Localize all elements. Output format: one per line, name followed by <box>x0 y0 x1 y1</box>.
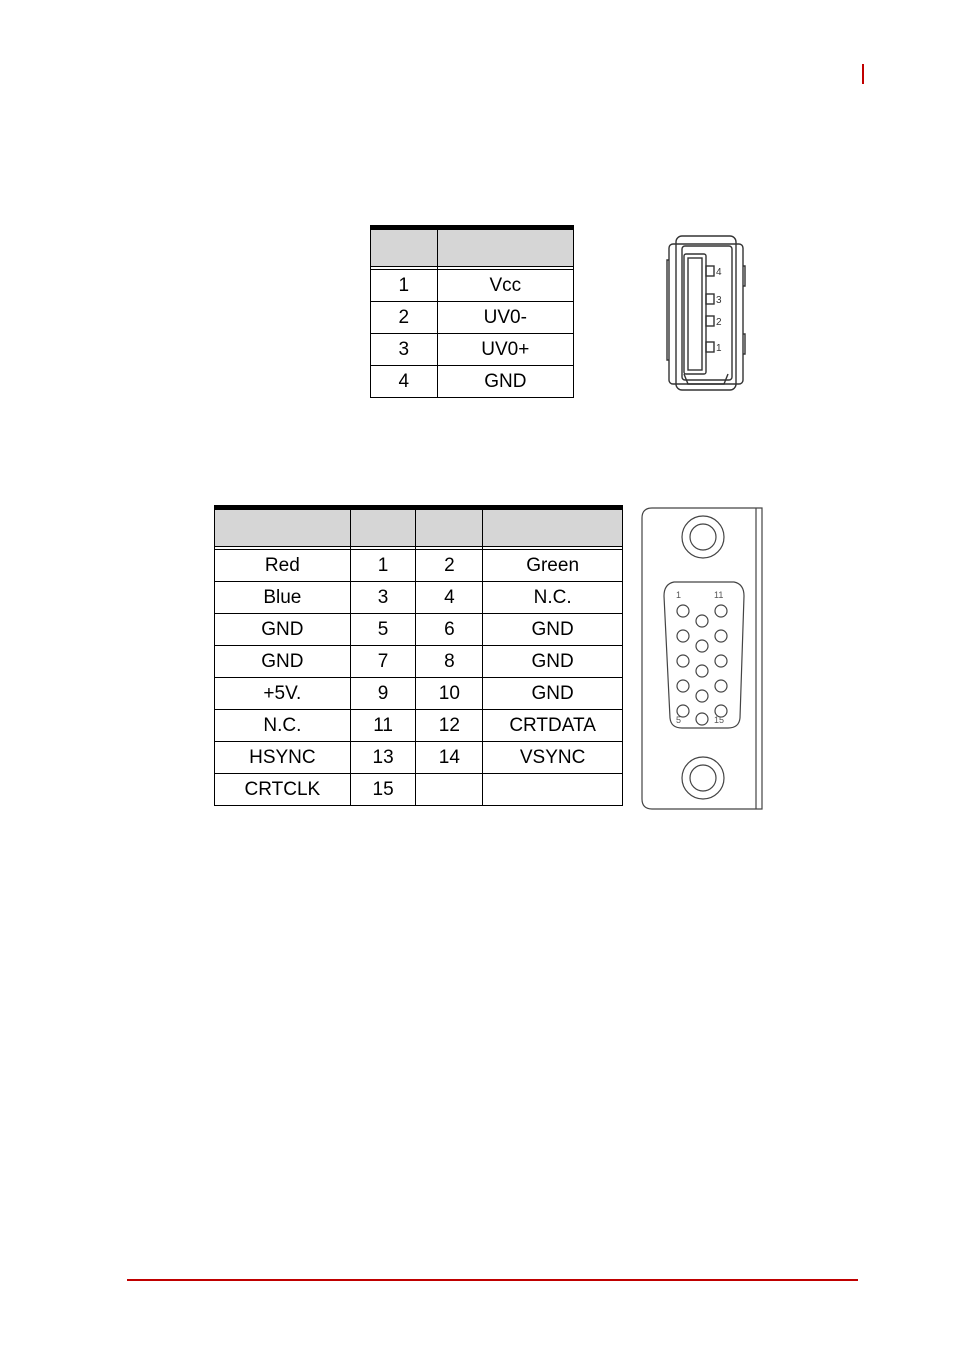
table-row <box>371 334 574 366</box>
vga-connector-figure <box>640 506 764 811</box>
usb-header-signal-cell <box>437 230 573 267</box>
vga-pin-right: 4 <box>416 582 483 614</box>
table-row <box>215 582 623 614</box>
vga-pin-left: 7 <box>350 646 416 678</box>
usb-figure-pin-label: 4 <box>716 267 722 278</box>
vga-signal-left: Red <box>215 550 351 582</box>
usb-connector-drawing <box>666 230 766 396</box>
usb-pin-number: 2 <box>371 302 438 334</box>
vga-signal-right: Green <box>483 550 623 582</box>
table-row <box>215 614 623 646</box>
table-row <box>215 550 623 582</box>
vga-pin-left: 11 <box>350 710 416 742</box>
usb-pin-number: 1 <box>371 270 438 302</box>
vga-signal-right: GND <box>483 646 623 678</box>
table-row <box>371 270 574 302</box>
vga-signal-right: N.C. <box>483 582 623 614</box>
table-row <box>215 710 623 742</box>
vga-table-header-row <box>215 510 623 547</box>
usb-table-header-row <box>371 230 574 267</box>
vga-signal-left: CRTCLK <box>215 774 351 806</box>
vga-pin-left: 3 <box>350 582 416 614</box>
usb-figure-pin-label: 2 <box>716 317 722 328</box>
vga-signal-right: CRTDATA <box>483 710 623 742</box>
vga-pin-left: 5 <box>350 614 416 646</box>
vga-figure-pin-label: 5 <box>676 715 682 725</box>
vga-header-cell <box>215 510 351 547</box>
vga-signal-left: +5V. <box>215 678 351 710</box>
vga-signal-left: N.C. <box>215 710 351 742</box>
footer-rule <box>127 1279 858 1281</box>
vga-pin-right: 14 <box>416 742 483 774</box>
usb-signal: UV0- <box>437 302 573 334</box>
vga-pin-right: 12 <box>416 710 483 742</box>
vga-figure-pin-label: 1 <box>676 590 682 600</box>
usb-figure-pin-label: 1 <box>716 343 722 354</box>
vga-header-cell <box>416 510 483 547</box>
vga-pin-left: 15 <box>350 774 416 806</box>
usb-header-pin-cell <box>371 230 438 267</box>
table-row <box>371 302 574 334</box>
usb-figure-pin-label: 3 <box>716 295 722 306</box>
vga-signal-left: Blue <box>215 582 351 614</box>
vga-pin-right: 6 <box>416 614 483 646</box>
vga-signal-right: GND <box>483 678 623 710</box>
table-row <box>215 678 623 710</box>
vga-signal-left: HSYNC <box>215 742 351 774</box>
table-row <box>215 646 623 678</box>
vga-header-cell <box>350 510 416 547</box>
vga-signal-left: GND <box>215 614 351 646</box>
vga-connector-drawing <box>640 506 764 811</box>
vga-signal-left: GND <box>215 646 351 678</box>
vga-pin-left: 1 <box>350 550 416 582</box>
vga-header-cell <box>483 510 623 547</box>
table-row <box>371 366 574 398</box>
vga-pin-right: 10 <box>416 678 483 710</box>
vga-signal-right <box>483 774 623 806</box>
vga-pin-right <box>416 774 483 806</box>
usb-pin-table <box>370 230 574 398</box>
vga-figure-pin-label: 11 <box>714 590 724 600</box>
vga-pin-table <box>214 510 623 806</box>
vga-pin-left: 13 <box>350 742 416 774</box>
header-accent-mark <box>862 64 864 84</box>
vga-pin-right: 2 <box>416 550 483 582</box>
usb-signal: Vcc <box>437 270 573 302</box>
usb-pin-number: 3 <box>371 334 438 366</box>
vga-pin-left: 9 <box>350 678 416 710</box>
vga-pin-right: 8 <box>416 646 483 678</box>
usb-signal: GND <box>437 366 573 398</box>
vga-figure-pin-label: 15 <box>714 715 725 725</box>
usb-pin-number: 4 <box>371 366 438 398</box>
table-row <box>215 742 623 774</box>
table-row <box>215 774 623 806</box>
usb-signal: UV0+ <box>437 334 573 366</box>
usb-connector-figure <box>666 230 766 396</box>
vga-signal-right: GND <box>483 614 623 646</box>
vga-signal-right: VSYNC <box>483 742 623 774</box>
